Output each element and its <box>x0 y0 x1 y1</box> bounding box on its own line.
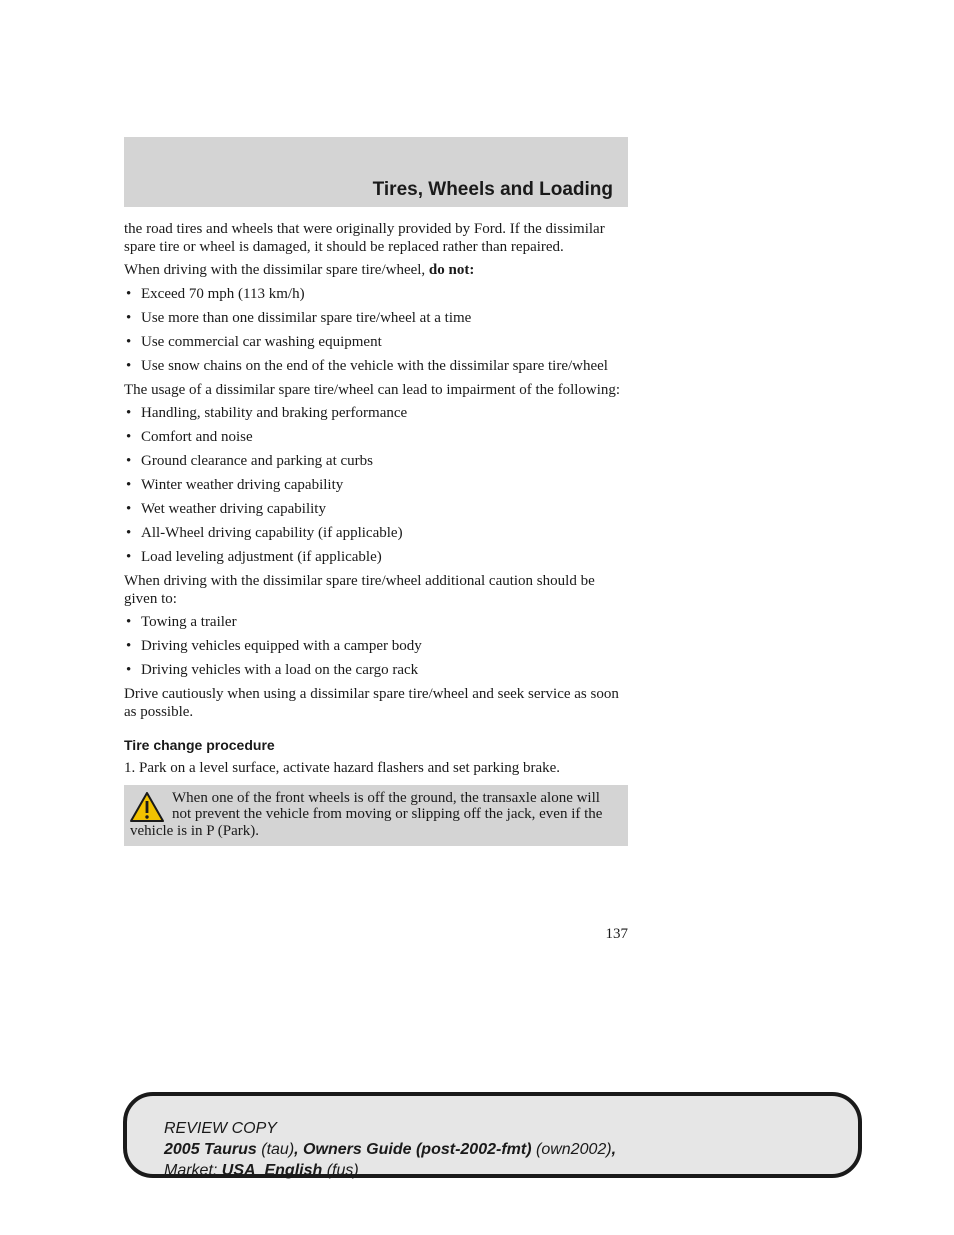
impairment-paragraph: The usage of a dissimilar spare tire/wheel can lead to impairment of the following: <box>124 381 621 398</box>
footer-market: USA_English <box>221 1162 323 1179</box>
section-header-band <box>124 137 628 207</box>
list-item: • Exceed 70 mph (113 km/h) <box>124 286 628 304</box>
list-item: • All-Wheel driving capability (if applicable) <box>124 525 628 543</box>
footer-line-1: REVIEW COPY <box>164 1120 277 1137</box>
footer-guide-code: (own2002) <box>535 1141 612 1158</box>
page-number: 137 <box>605 926 628 942</box>
impairment-list <box>124 405 628 567</box>
list-item: • Winter weather driving capability <box>124 477 628 495</box>
footer-comma: , <box>611 1141 617 1158</box>
footer-text <box>164 1118 616 1181</box>
caution-paragraph: When driving with the dissimilar spare tire/wheel additional caution should be given to: <box>124 573 595 607</box>
list-item: • Wet weather driving capability <box>124 501 628 519</box>
warning-box <box>124 785 628 847</box>
warning-triangle-icon <box>130 792 164 822</box>
review-copy-footer <box>123 1092 862 1178</box>
list-item: • Comfort and noise <box>124 429 628 447</box>
footer-model: 2005 Taurus <box>164 1141 257 1158</box>
page-body <box>124 221 628 846</box>
list-item: • Use commercial car washing equipment <box>124 334 628 352</box>
drive-cautiously-paragraph: Drive cautiously when using a dissimilar spare tire/wheel and seek service as soon as possible. <box>124 686 619 720</box>
footer-market-code: (fus) <box>326 1162 359 1179</box>
do-not-list <box>124 286 628 376</box>
do-not-paragraph <box>124 262 628 280</box>
list-item: • Driving vehicles equipped with a camper body <box>124 638 628 656</box>
list-item: • Ground clearance and parking at curbs <box>124 453 628 471</box>
footer-market-label: Market: <box>164 1162 218 1179</box>
footer-line-3 <box>164 1160 616 1181</box>
footer-model-code: (tau) <box>261 1141 295 1158</box>
section-title: Tires, Wheels and Loading <box>372 179 613 200</box>
list-item: • Use more than one dissimilar spare tire/wheel at a time <box>124 310 628 328</box>
list-item: • Handling, stability and braking performance <box>124 405 628 423</box>
do-not-lead-text: When driving with the dissimilar spare tire/wheel, <box>124 262 426 278</box>
warning-text: When one of the front wheels is off the ground, the transaxle alone will not prevent the vehicle from moving or slipping off the jack, even if the vehicle is in P (Park). <box>130 789 603 839</box>
list-item: • Load leveling adjustment (if applicable) <box>124 549 628 567</box>
tire-change-heading: Tire change procedure <box>124 737 275 753</box>
list-item: • Use snow chains on the end of the vehicle with the dissimilar spare tire/wheel <box>124 358 628 376</box>
list-item: • Towing a trailer <box>124 614 628 632</box>
footer-line-2 <box>164 1139 616 1160</box>
step-1: 1. Park on a level surface, activate hazard flashers and set parking brake. <box>124 760 561 776</box>
caution-list <box>124 614 628 680</box>
footer-guide: , Owners Guide (post-2002-fmt) <box>294 1141 532 1158</box>
list-item: • Driving vehicles with a load on the cargo rack <box>124 662 628 680</box>
intro-paragraph: the road tires and wheels that were originally provided by Ford. If the dissimilar spare tire or wheel is damaged, it should be replaced rather than repaired. <box>124 221 605 255</box>
do-not-emphasis: do not: <box>428 262 475 278</box>
